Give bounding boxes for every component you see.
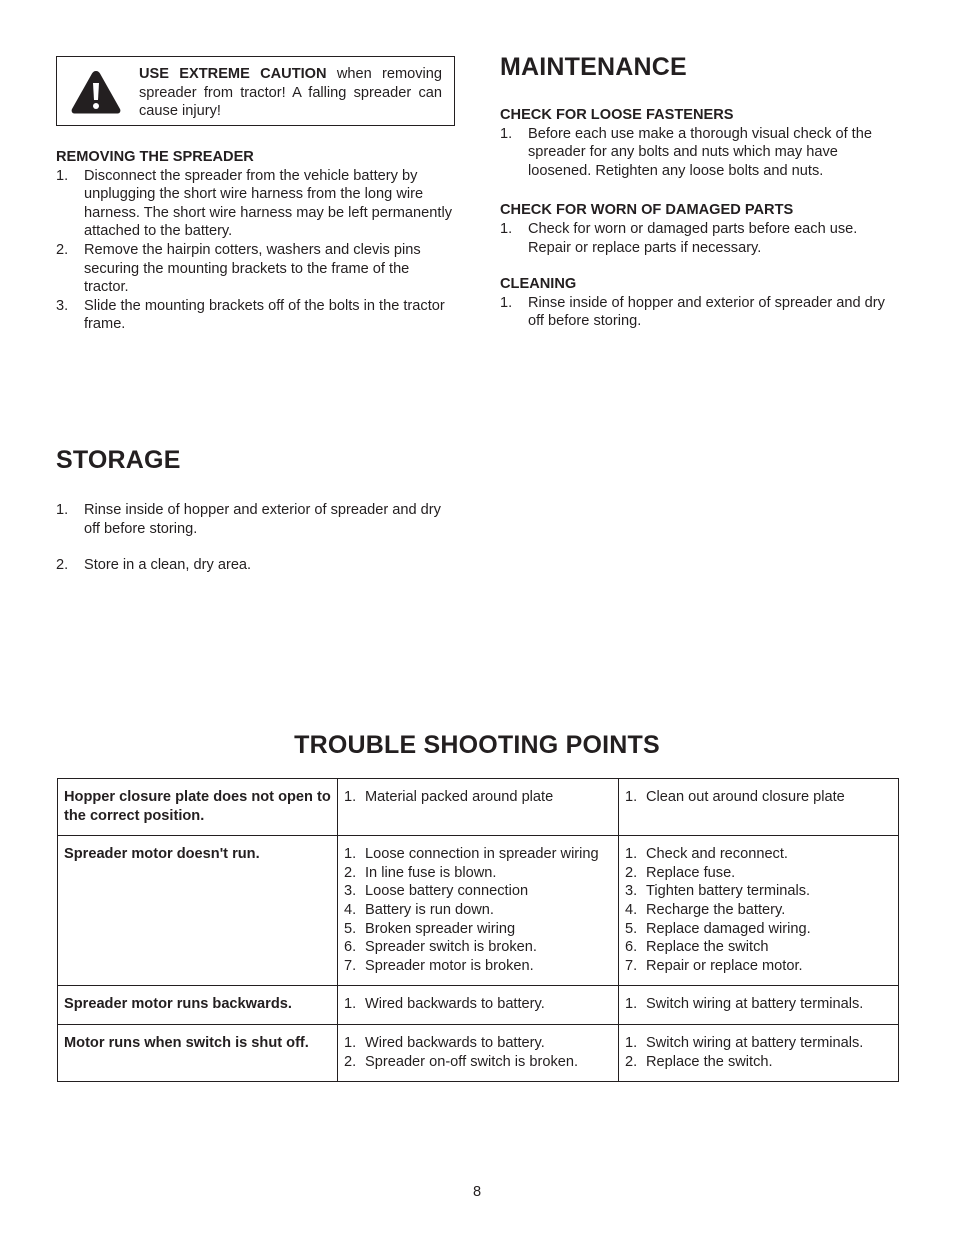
removing-steps [56,167,455,334]
problem-cell: Motor runs when switch is shut off. [58,1024,338,1081]
list-item: 1. Rinse inside of hopper and exterior of spreader and dry off before storing. [500,294,885,330]
list-item: 1. Before each use make a thorough visual check of the spreader for any bolts and nuts which may have loosened. Retighten any loose bolts and nuts. [500,125,872,179]
remedy-cell [619,836,899,986]
list-item: 6. Spreader switch is broken. [344,939,537,956]
list-item: 2. In line fuse is blown. [344,864,497,881]
list-item: 2. Spreader on-off switch is broken. [344,1053,579,1070]
list-item: 1. Check and reconnect. [625,846,788,863]
maintenance-steps [500,125,892,181]
remedy-cell [619,1024,899,1081]
caution-box [56,56,455,126]
list-item: 1. Rinse inside of hopper and exterior of spreader and dry off before storing. [56,502,441,537]
caution-body: when removing spreader from tractor! A falling spreader can cause injury! [139,66,442,120]
maintenance-section-heading: CLEANING [500,276,577,293]
removing-heading: REMOVING THE SPREADER [56,149,254,165]
cause-cell [338,986,619,1025]
cause-cell [338,836,619,986]
list-item: 1. Loose connection in spreader wiring [344,846,599,863]
problem-cell: Spreader motor doesn't run. [58,836,338,986]
table-row [58,779,899,836]
list-item: 1. Wired backwards to battery. [344,996,545,1013]
troubleshooting-title: TROUBLE SHOOTING POINTS [294,731,660,759]
list-item: 1. Clean out around closure plate [625,789,845,805]
troubleshooting-table [57,778,899,1082]
list-item: 4. Battery is run down. [344,901,494,918]
cause-cell [338,779,619,836]
storage-title: STORAGE [56,446,181,474]
table-row [58,1024,899,1081]
cause-cell [338,1024,619,1081]
right-column [500,52,892,331]
maintenance-title: MAINTENANCE [500,53,687,81]
list-item: 1. Switch wiring at battery terminals. [625,1034,864,1051]
storage-steps [56,501,455,575]
table-row [58,836,899,986]
list-item: 2. Replace the switch. [625,1053,773,1070]
problem-cell: Hopper closure plate does not open to the correct position. [58,779,338,836]
remedy-cell [619,986,899,1025]
page-number: 8 [472,1184,482,1200]
list-item: 7. Spreader motor is broken. [344,957,534,974]
list-item: 1. Check for worn or damaged parts before each use. Repair or replace parts if necessary. [500,220,858,256]
list-item: 2. Store in a clean, dry area. [56,557,252,574]
list-item: 1. Switch wiring at battery terminals. [625,996,864,1013]
table-row [58,986,899,1025]
caution-text [139,65,442,121]
warning-icon [70,69,122,115]
maintenance-section-heading: CHECK FOR WORN OF DAMAGED PARTS [500,202,794,219]
list-item: 4. Recharge the battery. [625,901,786,918]
storage-section [56,445,455,575]
list-item: 5. Replace damaged wiring. [625,920,811,937]
list-item: 5. Broken spreader wiring [344,920,516,937]
caution-bold: USE EXTREME CAUTION [139,66,327,82]
list-item: 1. Material packed around plate [344,789,554,805]
list-item: 1. Wired backwards to battery. [344,1034,545,1051]
left-column [56,56,455,334]
problem-cell: Spreader motor runs backwards. [58,986,338,1025]
list-item: 3. Tighten battery terminals. [625,883,811,900]
list-item: 7. Repair or replace motor. [625,957,803,974]
maintenance-steps [500,294,892,331]
list-item: 3. Slide the mounting brackets off of the bolts in the tractor frame. [56,297,445,333]
list-item: 2. Replace fuse. [625,864,736,881]
list-item: 6. Replace the switch [625,939,769,956]
maintenance-section-heading: CHECK FOR LOOSE FASTENERS [500,107,734,123]
list-item: 3. Loose battery connection [344,883,529,900]
remedy-cell [619,779,899,836]
maintenance-steps [500,220,892,257]
list-item: 1. Disconnect the spreader from the vehicle battery by unplugging the short wire harness from the long wire harness. The short wire harness may be left permanently attached to the battery. [56,167,452,240]
list-item: 2. Remove the hairpin cotters, washers and clevis pins securing the mounting brackets to the frame of the tractor. [56,241,421,296]
